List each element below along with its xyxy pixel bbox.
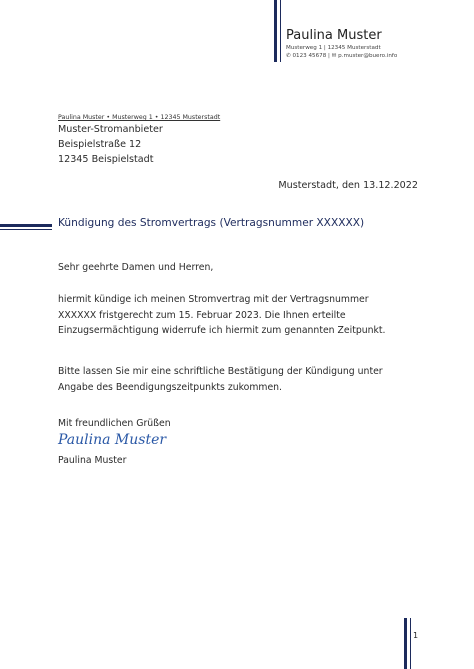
subject-accent-bar-thin: [0, 229, 52, 230]
closing-phrase: Mit freundlichen Grüßen: [58, 418, 171, 429]
recipient-street: Beispielstraße 12: [58, 139, 142, 150]
sender-name: Paulina Muster: [286, 28, 382, 43]
footer-accent-bar: [404, 618, 407, 669]
letter-date: Musterstadt, den 13.12.2022: [278, 180, 418, 191]
body-line: Angabe des Beendigungszeitpunkts zukommen.: [58, 381, 283, 393]
subject-accent-bar: [0, 224, 52, 227]
sender-address: Musterweg 1 | 12345 Musterstadt: [286, 45, 381, 51]
salutation: Sehr geehrte Damen und Herren,: [58, 262, 214, 273]
sender-contact: ✆ 0123 45678 | ✉ p.muster@buero.info: [286, 53, 398, 59]
body-line: Bitte lassen Sie mir eine schriftliche Bestätigung der Kündigung unter: [58, 366, 383, 377]
body-line: XXXXXX fristgerecht zum 15. Februar 2023. Die Ihnen erteilte: [58, 309, 346, 321]
body-paragraph-1: [58, 292, 386, 339]
body-paragraph-2: [58, 364, 383, 395]
letter-subject: Kündigung des Stromvertrags (Vertragsnummer XXXXXX): [58, 217, 365, 229]
handwritten-signature: Paulina Muster: [58, 432, 167, 448]
return-address-line: Paulina Muster • Musterweg 1 • 12345 Musterstadt: [58, 114, 221, 121]
header-accent-bar: [274, 0, 277, 62]
recipient-city: 12345 Beispielstadt: [58, 154, 154, 165]
body-line: hiermit kündige ich meinen Stromvertrag mit der Vertragsnummer: [58, 294, 369, 305]
signer-name: Paulina Muster: [58, 455, 127, 466]
header-accent-bar-thin: [280, 0, 281, 62]
body-line: Einzugsermächtigung widerrufe ich hiermit zum genannten Zeitpunkt.: [58, 325, 386, 336]
recipient-company: Muster-Stromanbieter: [58, 124, 163, 135]
page-number: 1: [413, 631, 419, 640]
footer-accent-bar-thin: [410, 618, 411, 669]
